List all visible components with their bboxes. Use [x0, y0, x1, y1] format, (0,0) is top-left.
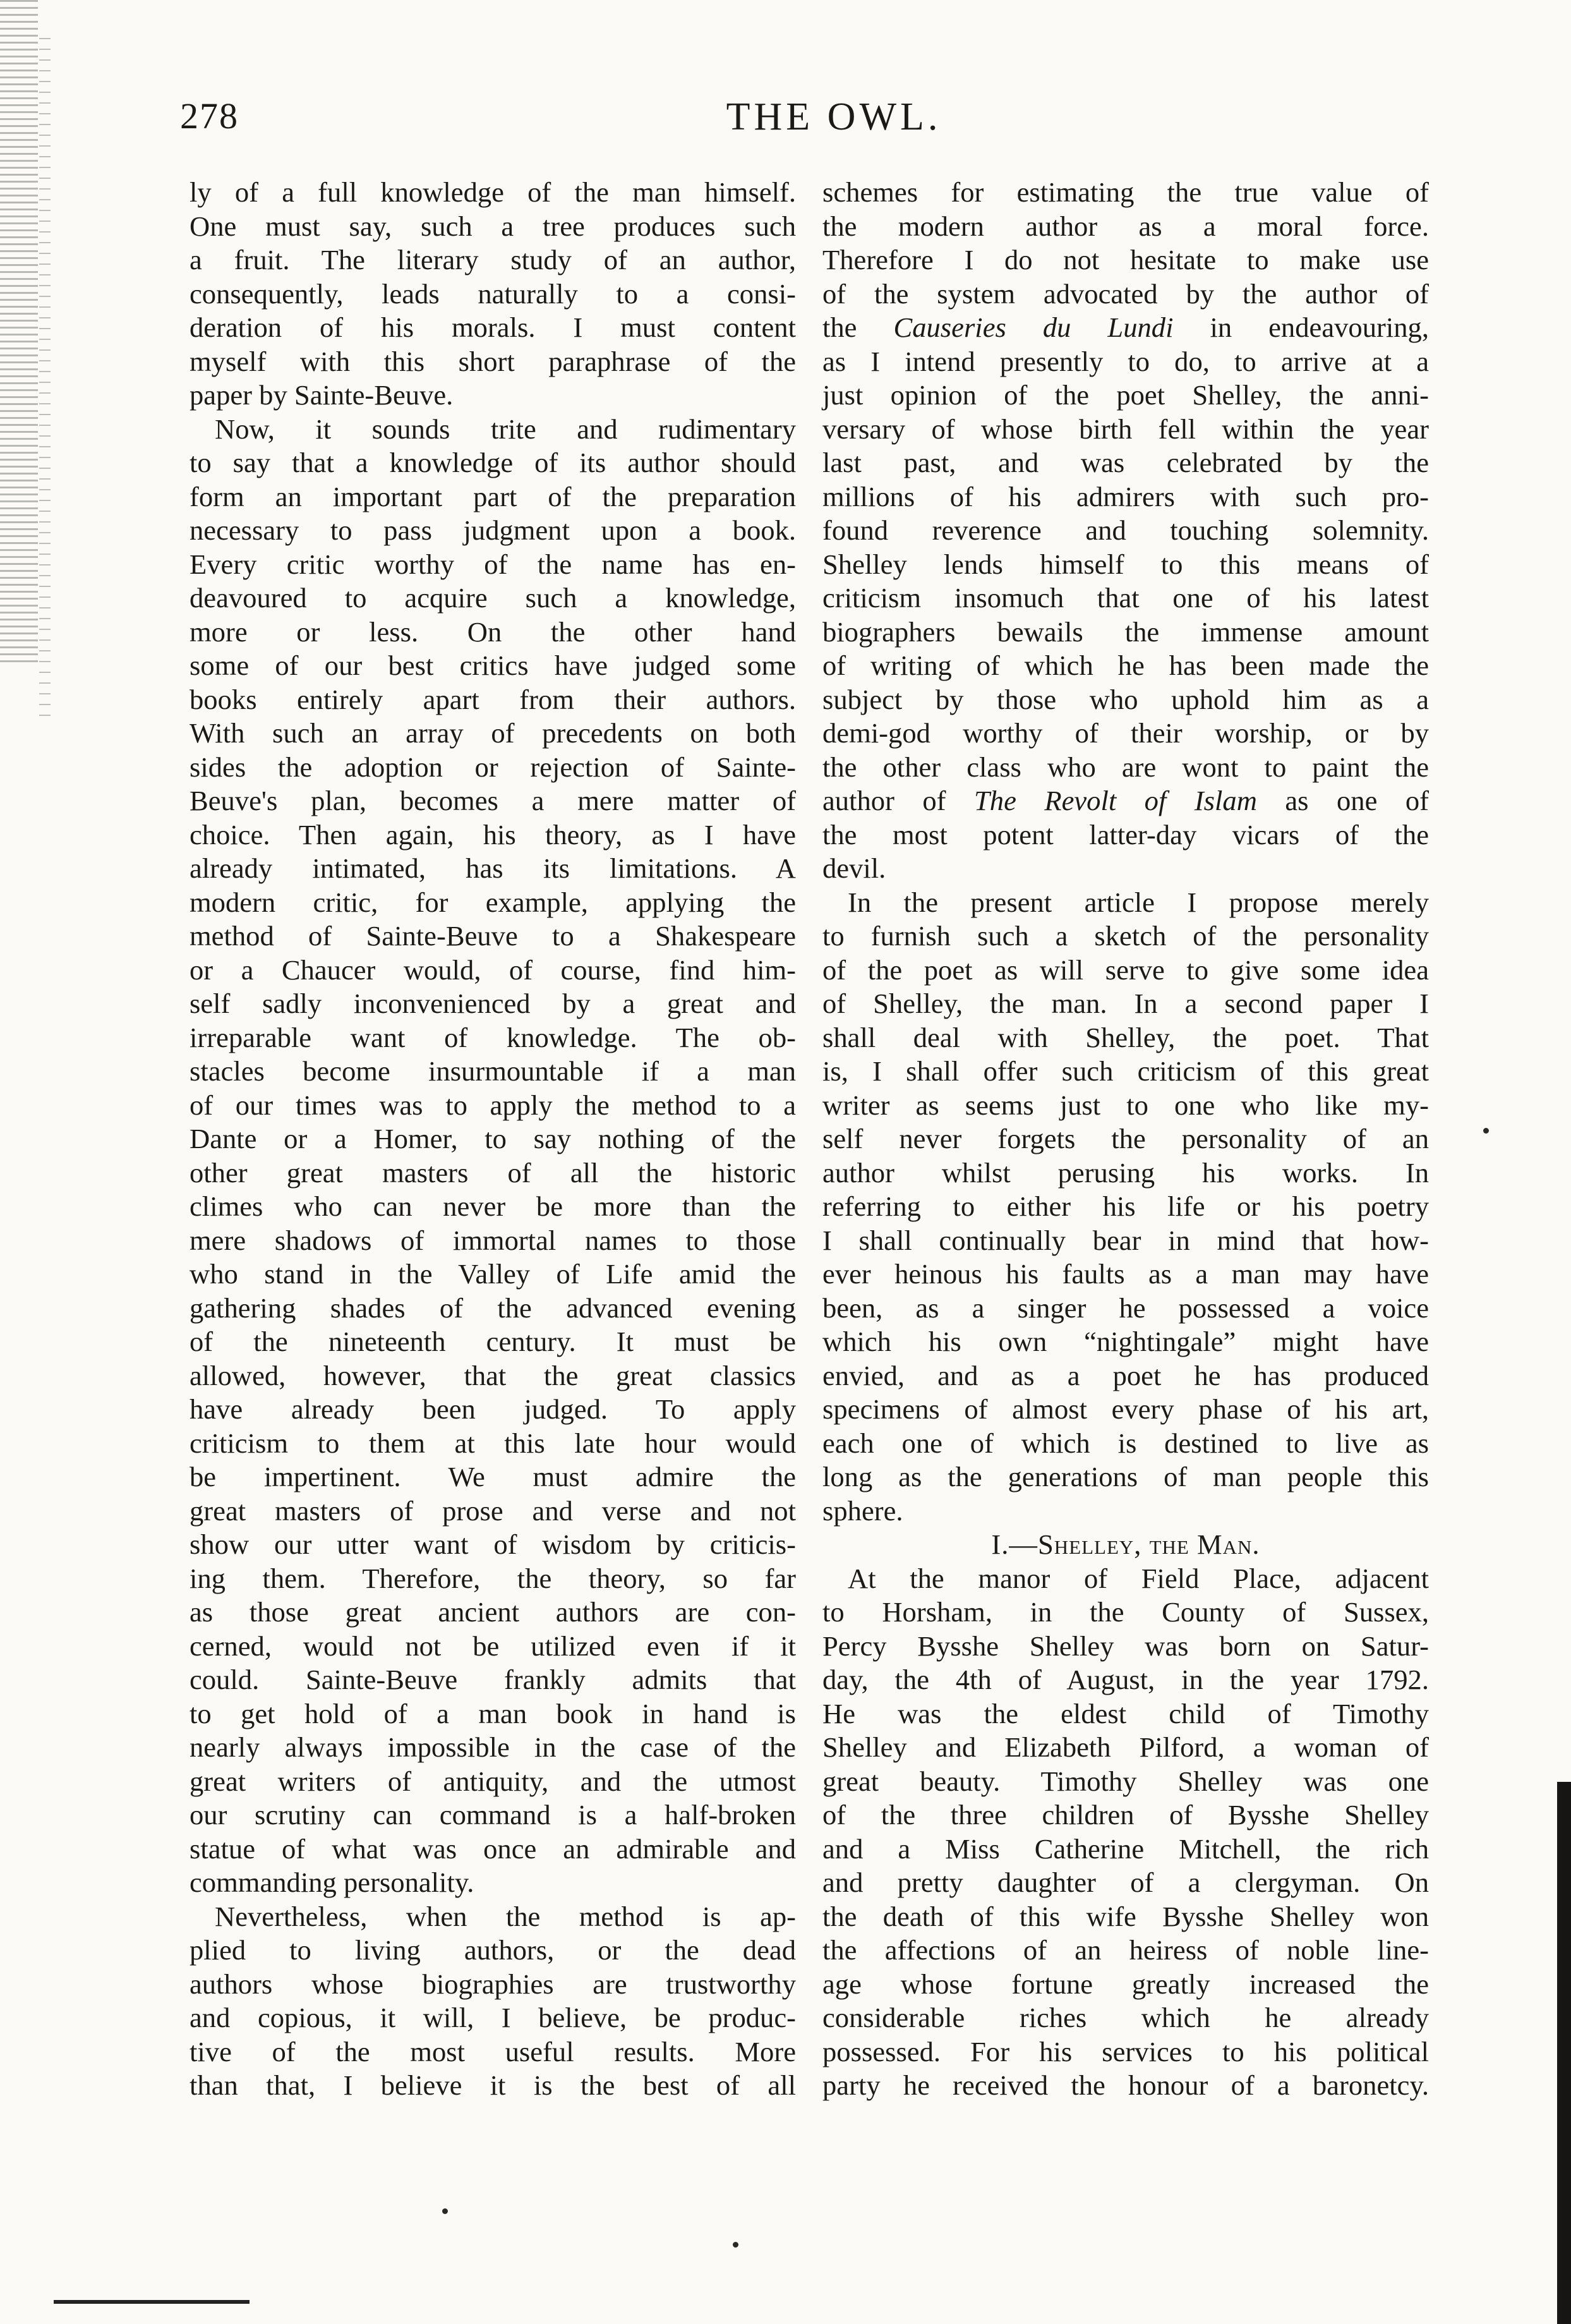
text-line: to get hold of a man book in hand is	[190, 1697, 796, 1729]
ink-speck	[1483, 1128, 1489, 1134]
text-line: criticism insomuch that one of his latest	[822, 582, 1429, 614]
text-line: With such an array of precedents on both	[190, 717, 796, 749]
text-line: Shelley lends himself to this means of	[822, 548, 1429, 580]
text-line: subject by those who uphold him as a	[822, 683, 1429, 715]
page-header	[0, 95, 1571, 152]
text-line: Percy Bysshe Shelley was born on Satur-	[822, 1630, 1429, 1662]
text-line: been, as a singer he possessed a voice	[822, 1292, 1429, 1324]
text-line: One must say, such a tree produces such	[190, 210, 796, 242]
text-line: the modern author as a moral force.	[822, 210, 1429, 242]
text-line: of Shelley, the man. In a second paper I	[822, 988, 1429, 1019]
text-line: the most potent latter-day vicars of the	[822, 818, 1429, 850]
text-line: of the three children of Bysshe Shelley	[822, 1799, 1429, 1831]
text-line: ly of a full knowledge of the man himself.	[190, 176, 796, 208]
footer-rule	[54, 2300, 250, 2304]
text-line: Therefore I do not hesitate to make use	[822, 244, 1429, 275]
text-line: tive of the most useful results. More	[190, 2035, 796, 2067]
text-line: gathering shades of the advanced evening	[190, 1292, 796, 1324]
text-line: method of Sainte-Beuve to a Shakespeare	[190, 920, 796, 952]
text-line: devil.	[822, 852, 886, 884]
text-line: our scrutiny can command is a half-broken	[190, 1799, 796, 1831]
text-line: great masters of prose and verse and not	[190, 1494, 796, 1527]
text-line: could. Sainte-Beuve frankly admits that	[190, 1664, 796, 1695]
text-line: paper by Sainte-Beuve.	[190, 379, 454, 411]
text-line: At the manor of Field Place, adjacent	[848, 1562, 1429, 1594]
text-line: just opinion of the poet Shelley, the anni-	[822, 379, 1429, 411]
text-run: as one of	[1256, 785, 1429, 816]
text-line: necessary to pass judgment upon a book.	[190, 514, 796, 546]
text-line: nearly always impossible in the case of the	[190, 1731, 796, 1763]
text-line: who stand in the Valley of Life amid the	[190, 1258, 796, 1290]
text-run: the	[822, 312, 894, 343]
text-line: commanding personality.	[190, 1867, 474, 1898]
text-line: already intimated, has its limitations. A	[190, 852, 796, 884]
text-line: climes who can never be more than the	[190, 1190, 796, 1222]
text-line: each one of which is destined to live as	[822, 1427, 1429, 1459]
text-line: which his own “nightingale” might have	[822, 1326, 1429, 1357]
text-line: In the present article I propose merely	[848, 886, 1429, 918]
text-line	[822, 784, 1429, 818]
page-number: 278	[180, 95, 239, 136]
text-line: deration of his morals. I must content	[190, 312, 796, 343]
text-line: and copious, it will, I believe, be produc-	[190, 2002, 796, 2033]
text-line: sides the adoption or rejection of Sainte-	[190, 751, 796, 783]
text-line: deavoured to acquire such a knowledge,	[190, 582, 796, 614]
text-line: specimens of almost every phase of his art,	[822, 1393, 1429, 1425]
text-line: some of our best critics have judged some	[190, 650, 796, 681]
text-line: self sadly inconvenienced by a great and	[190, 988, 796, 1019]
text-line: as I intend presently to do, to arrive at a	[822, 345, 1429, 377]
text-line: other great masters of all the historic	[190, 1156, 796, 1189]
running-title: THE OWL.	[726, 95, 942, 138]
text-line: irreparable want of knowledge. The ob-	[190, 1021, 796, 1053]
text-line: more or less. On the other hand	[190, 615, 796, 648]
text-line: Now, it sounds trite and rudimentary	[215, 413, 796, 445]
text-line: biographers bewails the immense amount	[822, 615, 1429, 648]
text-line	[822, 311, 1429, 345]
text-line: self never forgets the personality of an	[822, 1123, 1429, 1154]
text-line: found reverence and touching solemnity.	[822, 514, 1429, 546]
text-line: sphere.	[822, 1494, 903, 1527]
text-line: the affections of an heiress of noble line-	[822, 1934, 1429, 1966]
text-line: He was the eldest child of Timothy	[822, 1697, 1429, 1729]
text-line: possessed. For his services to his political	[822, 2035, 1429, 2067]
text-line: Dante or a Homer, to say nothing of the	[190, 1123, 796, 1154]
text-line: age whose fortune greatly increased the	[822, 1968, 1429, 2000]
text-line: long as the generations of man people this	[822, 1461, 1429, 1492]
text-line: cerned, would not be utilized even if it	[190, 1630, 796, 1662]
text-line: of the poet as will serve to give some idea	[822, 953, 1429, 986]
text-line: is, I shall offer such criticism of this great	[822, 1055, 1429, 1087]
text-line: Beuve's plan, becomes a mere matter of	[190, 785, 796, 816]
text-line: the other class who are wont to paint the	[822, 751, 1429, 783]
text-line: to say that a knowledge of its author should	[190, 447, 796, 478]
text-line: envied, and as a poet he has produced	[822, 1359, 1429, 1391]
text-line: choice. Then again, his theory, as I have	[190, 818, 796, 850]
text-line: day, the 4th of August, in the year 1792.	[822, 1664, 1429, 1695]
text-line: author whilst perusing his works. In	[822, 1156, 1429, 1189]
text-run: author of	[822, 785, 974, 816]
text-line: of the system advocated by the author of	[822, 277, 1429, 310]
text-line: of our times was to apply the method to a	[190, 1089, 796, 1121]
text-line: authors whose biographies are trustworthy	[190, 1968, 796, 2000]
text-line: allowed, however, that the great classics	[190, 1359, 796, 1391]
text-line: to furnish such a sketch of the personality	[822, 920, 1429, 952]
ink-speck	[733, 2242, 738, 2248]
text-line: of writing of which he has been made the	[822, 650, 1429, 681]
ink-speck	[442, 2208, 448, 2214]
text-line: stacles become insurmountable if a man	[190, 1055, 796, 1087]
text-line: myself with this short paraphrase of the	[190, 345, 796, 377]
text-line: versary of whose birth fell within the year	[822, 413, 1429, 445]
text-line: ever heinous his faults as a man may have	[822, 1258, 1429, 1290]
italic-title: The Revolt of Islam	[973, 785, 1257, 816]
text-line: consequently, leads naturally to a consi-	[190, 277, 796, 310]
text-line: party he received the honour of a baronetcy.	[822, 2069, 1429, 2101]
italic-title: Causeries du Lundi	[893, 312, 1174, 343]
text-line: great writers of antiquity, and the utmost	[190, 1765, 796, 1797]
text-line: ing them. Therefore, the theory, so far	[190, 1562, 796, 1594]
text-line: and a Miss Catherine Mitchell, the rich	[822, 1832, 1429, 1865]
text-line: of the nineteenth century. It must be	[190, 1326, 796, 1357]
left-column	[190, 176, 796, 2103]
text-line: demi-god worthy of their worship, or by	[822, 717, 1429, 749]
text-line: books entirely apart from their authors.	[190, 683, 796, 715]
text-line: a fruit. The literary study of an author,	[190, 244, 796, 275]
text-line: considerable riches which he already	[822, 2002, 1429, 2033]
text-line: show our utter want of wisdom by criticis-	[190, 1528, 796, 1560]
text-line: than that, I believe it is the best of all	[190, 2069, 796, 2101]
text-line: modern critic, for example, applying the	[190, 886, 796, 918]
text-line: Every critic worthy of the name has en-	[190, 548, 796, 580]
page-edge-rule	[1557, 1782, 1571, 2324]
text-line: or a Chaucer would, of course, find him-	[190, 953, 796, 986]
text-line: schemes for estimating the true value of	[822, 176, 1429, 208]
text-line: statue of what was once an admirable and	[190, 1832, 796, 1865]
text-line: Nevertheless, when the method is ap-	[215, 1900, 796, 1932]
text-line: great beauty. Timothy Shelley was one	[822, 1765, 1429, 1797]
text-line: millions of his admirers with such pro-	[822, 480, 1429, 512]
text-line: criticism to them at this late hour would	[190, 1427, 796, 1459]
text-line: as those great ancient authors are con-	[190, 1596, 796, 1628]
text-line: the death of this wife Bysshe Shelley won	[822, 1900, 1429, 1932]
text-line: Shelley and Elizabeth Pilford, a woman of	[822, 1731, 1429, 1763]
text-line: have already been judged. To apply	[190, 1393, 796, 1425]
text-line: shall deal with Shelley, the poet. That	[822, 1021, 1429, 1053]
text-line: be impertinent. We must admire the	[190, 1461, 796, 1492]
right-column	[822, 176, 1429, 2103]
text-line: plied to living authors, or the dead	[190, 1934, 796, 1966]
text-line: I shall continually bear in mind that how-	[822, 1224, 1429, 1256]
text-line: last past, and was celebrated by the	[822, 447, 1429, 478]
text-line: referring to either his life or his poetry	[822, 1190, 1429, 1222]
text-line: writer as seems just to one who like my-	[822, 1089, 1429, 1121]
text-line: to Horsham, in the County of Sussex,	[822, 1596, 1429, 1628]
text-line: and pretty daughter of a clergyman. On	[822, 1867, 1429, 1898]
text-run: in endeavouring,	[1173, 312, 1429, 343]
text-line: form an important part of the preparation	[190, 480, 796, 512]
text-line: mere shadows of immortal names to those	[190, 1224, 796, 1256]
section-heading: I.—Shelley, the Man.	[991, 1528, 1260, 1560]
